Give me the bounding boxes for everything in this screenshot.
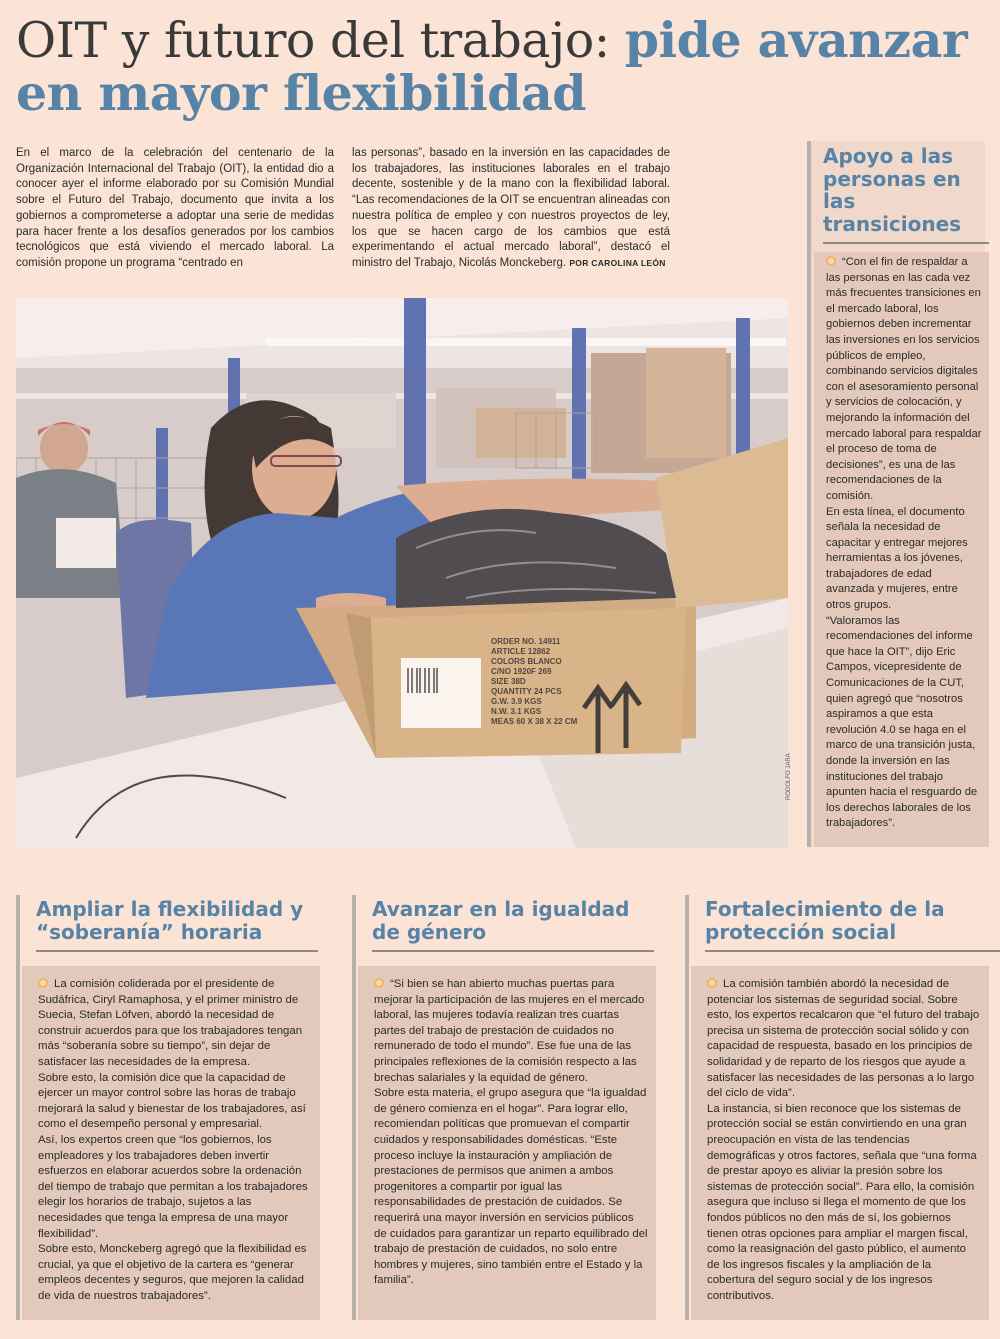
- box-label-line: MEAS 60 X 38 X 22 CM: [491, 717, 578, 726]
- feature-gender-equality: [352, 895, 652, 1320]
- bullet-icon: [826, 256, 836, 266]
- box-label-line: N.W. 3.1 KGS: [491, 707, 542, 716]
- sidebar-paragraph: [826, 255, 983, 505]
- box-label-line: QUANTITY 24 PCS: [491, 687, 562, 696]
- feature-paragraph: [38, 977, 312, 1071]
- sidebar-support-transitions: [807, 141, 985, 847]
- box-label-line: ORDER NO. 14911: [491, 637, 561, 646]
- byline: POR CAROLINA LEÓN: [569, 257, 666, 268]
- feature-paragraph: Sobre esto, Monckeberg agregó que la flexibilidad es crucial, ya que el objetivo de la cartera es “generar empleos decentes y seguros, que mejoren la calidad de vida de nuestros trabajadores”.: [38, 1243, 307, 1302]
- feature-body: [22, 966, 320, 1320]
- sidebar-paragraph: En esta línea, el documento señala la necesidad de capacitar y entregar mejores herramientas a los jóvenes, trabajadores de edad avanzada y mujeres, entre otros grupos.: [826, 505, 968, 612]
- sidebar-paragraph: “Valoramos las recomendaciones del informe que hace la OIT”, dijo Eric Campos, vicepresidente de Comunicaciones de la CUT, quien agregó que “nosotros aspiramos a que esta revolución 4.0 se haga en el marco de una transición justa, donde la inversión en las instituciones del trabajo apunten hacia el resguardo de los derechos laborales de los trabajadores”.: [826, 614, 978, 830]
- headline-part-2: pide avanzar en mayor flexibilidad: [16, 11, 968, 122]
- bullet-icon: [374, 978, 384, 988]
- headline-part-1: OIT y futuro del trabajo:: [16, 12, 625, 69]
- feature-paragraph: [374, 977, 648, 1086]
- box-label-line: C/NO 1920F 269: [491, 667, 552, 676]
- feature-paragraph: La instancia, si bien reconoce que los sistemas de protección social se están convirtiendo en una gran preocupación en vista de las tendencias demográficas y otros factores, señala que “una forma de prestar apoyo es aliviar la presión sobre los sistemas de protección social”. Para ello, la comisión asegura que incluso si llega el momento de que los fondos públicos no den más de sí, los gobiernos tienen otras opciones para ampliar el margen fiscal, como la reasignación del gasto público, el aumento de los ingresos fiscales y la ampliación de la cobertura del seguro social y de los ingresos contributivos.: [707, 1102, 977, 1302]
- feature-paragraph: Sobre esta materia, el grupo asegura que “la igualdad de género comienza en el hogar”. Para lograr ello, recomiendan políticas que promuevan el compartir cuidados y responsabilidades domésticas. “Este proceso incluye la instauración y ampliación de prestaciones de permisos que animen a ambos progenitores a compartir por igual las responsabilidades de prestación de cuidados. Se requerirá una mayor inversión en servicios públicos de cuidados para garantizar un reparto equilibrado del trabajo de prestación de cuidados, no solo entre hombres y mujeres, sino también entre el Estado y la familia”.: [374, 1087, 648, 1287]
- lead-column-1: En el marco de la celebración del centenario de la Organización Internacional del Trabajo (OIT), la entidad dio a conocer ayer el informe elaborado por su Comisión Mundial sobre el Futuro del Trabajo, documento que invita a los gobiernos a comprometerse a adoptar una serie de medidas para hacer frente a los desafíos generados por los cambios tecnológicos que está viviendo el mercado laboral. La comisión propone un programa “centrado en: [16, 147, 334, 269]
- bullet-icon: [707, 978, 717, 988]
- warehouse-worker-illustration: [16, 298, 788, 848]
- box-label-line: ARTICLE 12862: [491, 647, 551, 656]
- feature-paragraph-text: “Si bien se han abierto muchas puertas para mejorar la participación de las mujeres en el mercado laboral, las mujeres todavía realizan tres cuartas partes del trabajo de prestación de cuidados no remunerado de todo el mundo”. Ese fue una de las principales reflexiones de la comisión respecto a las brechas salariales y la equidad de género.: [374, 978, 645, 1084]
- photo-credit: RODOLFO JARA: [786, 753, 792, 800]
- feature-paragraph: Sobre esto, la comisión dice que la capacidad de ejercer un mayor control sobre las horas de trabajo mejorará la salud y bienestar de los trabajadores, así como el desempeño personal y empresarial.: [38, 1071, 306, 1131]
- sidebar-title: Apoyo a las personas en las transiciones: [823, 144, 962, 236]
- feature-title: Ampliar la flexibilidad y “soberanía” horaria: [36, 897, 304, 944]
- article-photo: [16, 298, 788, 848]
- feature-title: Avanzar en la igualdad de género: [372, 897, 630, 944]
- feature-title: Fortalecimiento de la protección social: [705, 897, 945, 944]
- sidebar-body: [814, 252, 989, 847]
- bullet-icon: [38, 978, 48, 988]
- feature-divider: [36, 950, 318, 952]
- sidebar-divider: [823, 242, 989, 244]
- feature-paragraph: Así, los expertos creen que “los gobiernos, los empleadores y los trabajadores deben invertir esfuerzos en elaborar acuerdos sobre la ordenación del tiempo de trabajo que permitan a los trabajadores elegir los horarios de trabajo, sujetos a las necesidades que tenga la empresa de una mayor flexibilidad”.: [38, 1133, 308, 1240]
- feature-body: [691, 966, 989, 1320]
- feature-body: [358, 966, 656, 1320]
- feature-divider: [705, 950, 1000, 952]
- feature-paragraph-text: La comisión coliderada por el presidente de Sudáfrica, Ciryl Ramaphosa, y el primer ministro de Suecia, Stefan Löfven, abordó la necesidad de construir acuerdos para que los trabajadores tengan más “soberanía sobre su tiempo”, sin dejar de satisfacer las necesidades de la empresa.: [38, 978, 303, 1068]
- lead-column-2: [352, 146, 670, 272]
- box-label-line: COLORS BLANCO: [491, 657, 562, 666]
- feature-divider: [372, 950, 654, 952]
- headline: [16, 11, 976, 122]
- feature-social-protection: [685, 895, 985, 1320]
- box-label-line: SIZE 38D: [491, 677, 526, 686]
- sidebar-paragraph-text: “Con el fin de respaldar a las personas en las cada vez más frecuentes transiciones en el mercado laboral, los gobiernos deben incrementar las inversiones en los servicios públicos de empleo, combinando servicios digitales con el asesoramiento personal y servicios de colocación, y mejorando la información del mercado laboral para respaldar el proceso de toma de decisiones”, es una de las recomendaciones de la comisión.: [826, 256, 982, 502]
- lead-column-2-text: las personas”, basado en la inversión en las capacidades de los trabajadores, las instituciones laborales en el trabajo decente, sostenible y de la mano con la flexibilidad laboral. “Las recomendaciones de la OIT se encuentran alineadas con nuestra política de empleo y con nuestros proyectos de ley, los que se hacen cargo de los cambios que está experimentando el actual mercado laboral”, destacó el ministro del Trabajo, Nicolás Monckeberg.: [352, 147, 670, 269]
- feature-paragraph: [707, 977, 981, 1102]
- box-label-line: G.W. 3.9 KGS: [491, 697, 542, 706]
- feature-flexibility: [16, 895, 316, 1320]
- feature-paragraph-text: La comisión también abordó la necesidad de potenciar los sistemas de seguridad social. Sobre esto, los expertos recalcaron que “el futuro del trabajo precisa un sistema de protección social sólido y con capacidad de respuesta, basado en los principios de solidaridad y de reparto de los riesgos que ayude a satisfacer las necesidades de las personas a lo largo del ciclo de vida”.: [707, 978, 980, 1100]
